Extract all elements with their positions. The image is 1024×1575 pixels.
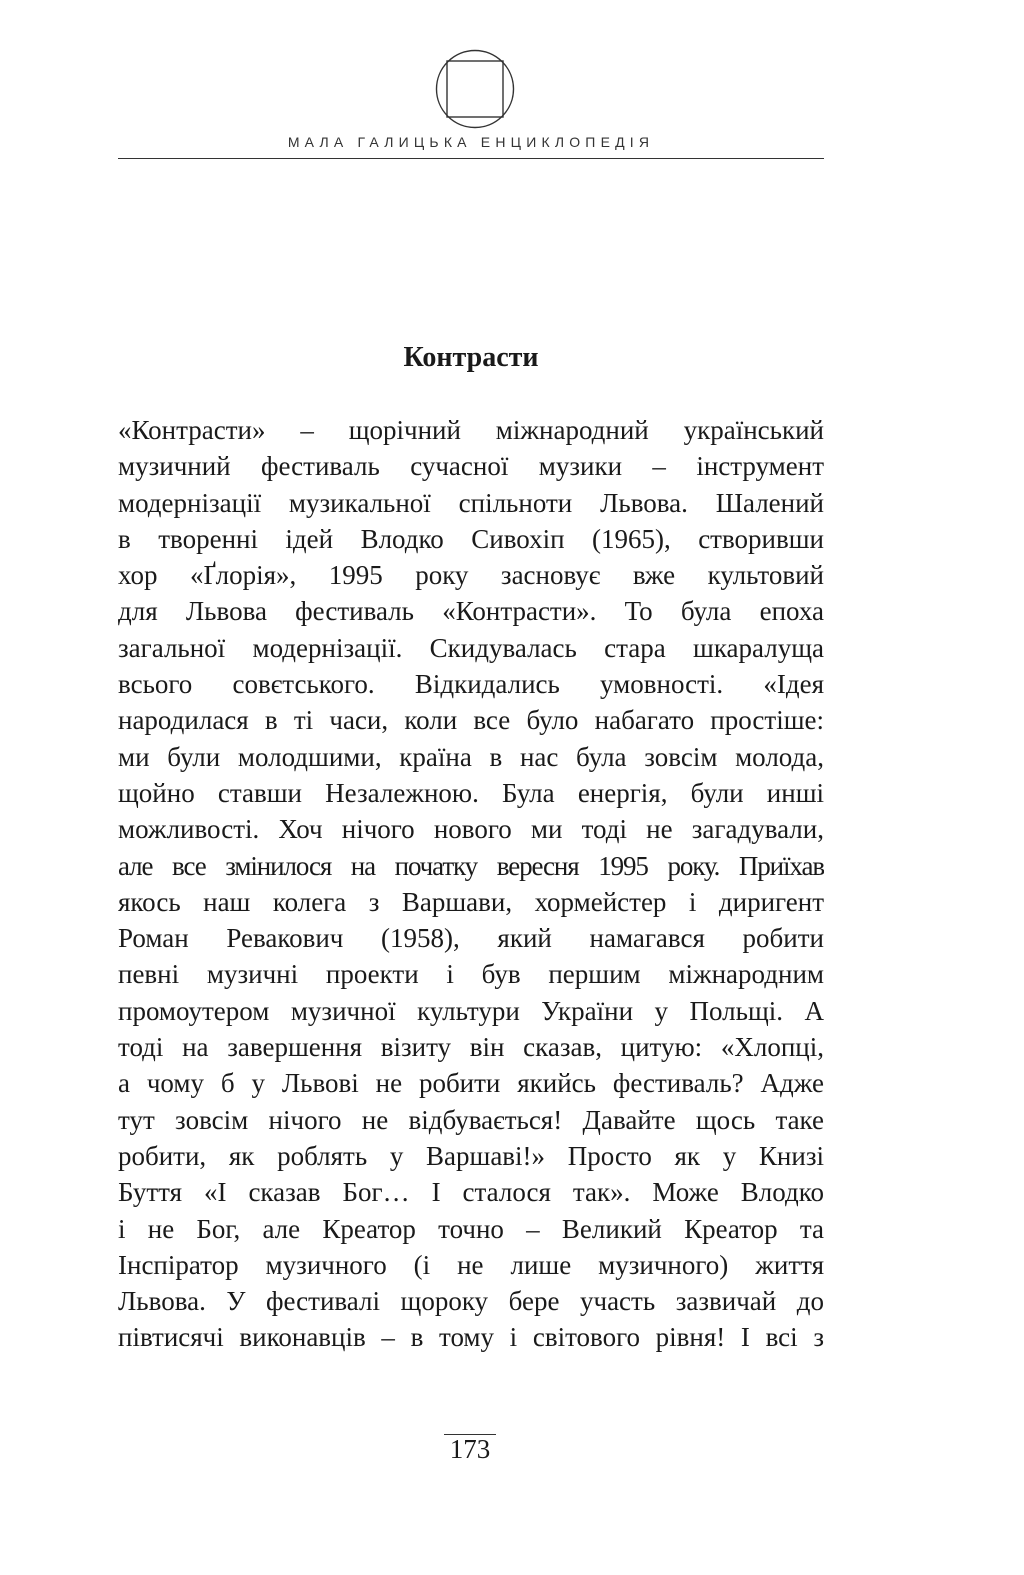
body-line: певні музичні проекти і був першим міжнародним (118, 959, 824, 990)
body-line: можливості. Хоч нічого нового ми тоді не загадували, (118, 814, 824, 845)
body-line: загальної модернізації. Скидувалась стара шкаралуща (118, 632, 824, 663)
header-divider (118, 158, 824, 159)
body-line: ми були молодшими, країна в нас була зовсім молода, (118, 741, 824, 772)
article-body (118, 412, 824, 1356)
body-line: і не Бог, але Креатор точно – Великий Креатор та (118, 1213, 824, 1244)
body-line: якось наш колега з Варшави, хормейстер і диригент (118, 886, 824, 917)
body-line: півтисячі виконавців – в тому і світового рівня! І всі з (118, 1322, 824, 1353)
body-line: Роман Ревакович (1958), який намагався робити (118, 923, 824, 954)
body-line: для Львова фестиваль «Контрасти». То була епоха (118, 596, 824, 627)
body-line: робити, як роблять у Варшаві!» Просто як у Книзі (118, 1140, 824, 1171)
body-line: модернізації музикальної спільноти Львова. Шалений (118, 487, 824, 518)
body-line: Інспіратор музичного (і не лише музичного) життя (118, 1249, 824, 1280)
body-line: тут зовсім нічого не відбувається! Давайте щось таке (118, 1104, 824, 1135)
body-line: тоді на завершення візиту він сказав, цитую: «Хлопці, (118, 1032, 824, 1063)
body-line: хор «Ґлорія», 1995 року засновує вже культовий (118, 560, 824, 591)
body-line: в творенні ідей Влодко Сивохіп (1965), створивши (118, 523, 824, 554)
body-line: промоутером музичної культури України у Польщі. А (118, 995, 824, 1026)
body-line: народилася в ті часи, коли все було набагато простіше: (118, 705, 824, 736)
running-head-series-title: МАЛА ГАЛИЦЬКА ЕНЦИКЛОПЕДІЯ (287, 134, 655, 150)
body-line: Львова. У фестивалі щороку бере участь зазвичай до (118, 1286, 824, 1317)
body-line: всього совєтського. Відкидались умовності. «Ідея (118, 669, 824, 700)
page-number: 173 (449, 1434, 491, 1464)
encyclopedia-logo-icon (435, 49, 515, 129)
body-line: а чому б у Львові не робити якийсь фестиваль? Адже (118, 1068, 824, 1099)
body-line: Буття «І сказав Бог… І сталося так». Може Влодко (118, 1177, 824, 1208)
body-line: музичний фестиваль сучасної музики – інструмент (118, 451, 824, 482)
body-line: «Контрасти» – щорічний міжнародний український (118, 415, 824, 445)
body-line: щойно ставши Незалежною. Була енергія, були инші (118, 777, 824, 808)
article-title: Контрасти (403, 342, 539, 373)
body-line: але все змінилося на початку вересня 1995 року. Приїхав (118, 850, 824, 881)
